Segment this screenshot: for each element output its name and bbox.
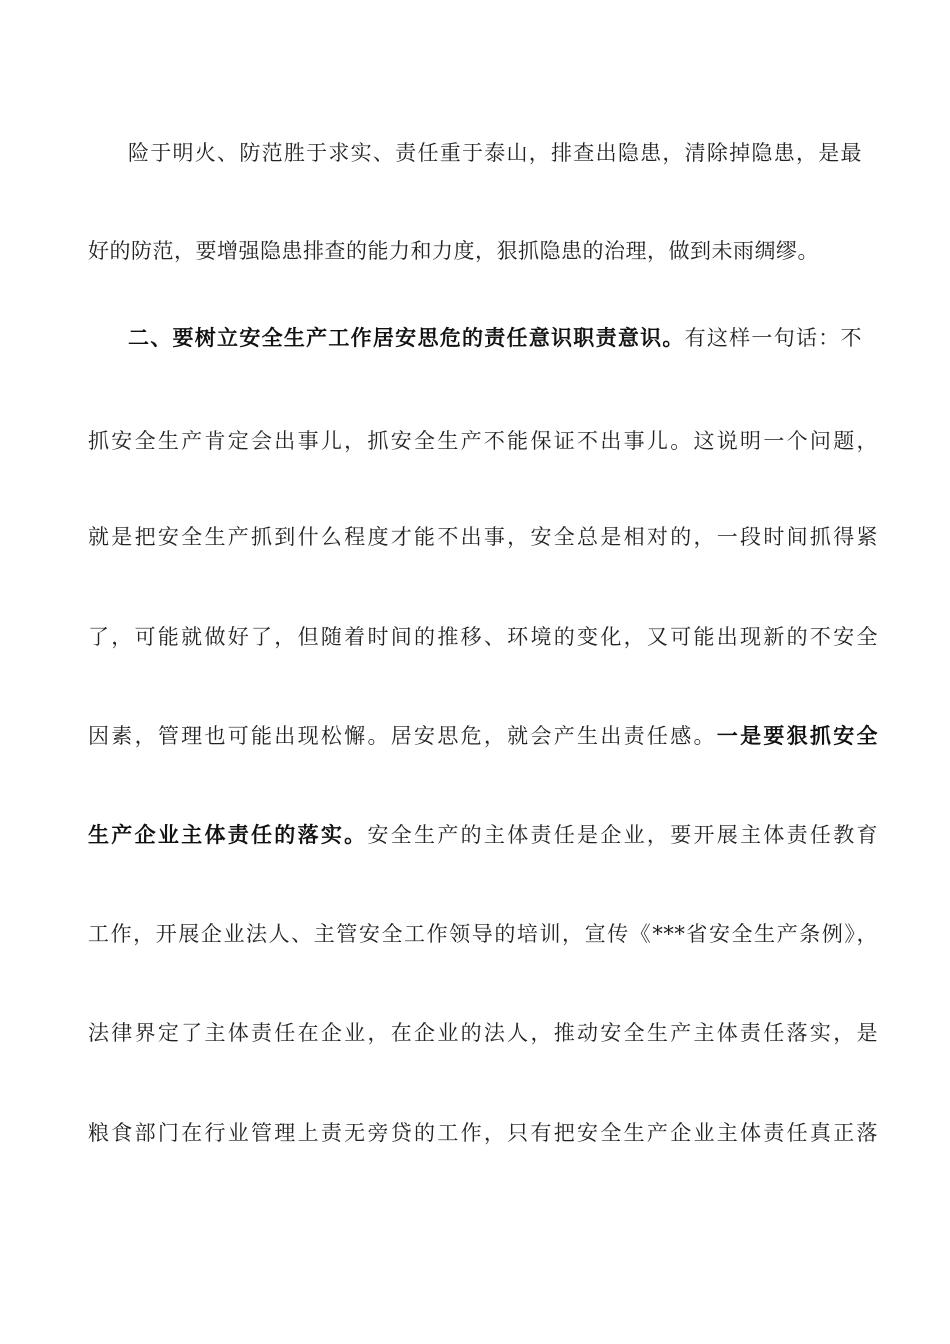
paragraph-line xyxy=(88,1013,878,1053)
text-segment: 险于明火、防范胜于求实、责任重于泰山，排查出隐患，清除掉隐患，是最 xyxy=(128,141,862,165)
paragraph-line xyxy=(128,133,862,173)
text-segment: 了，可能就做好了，但随着时间的推移、环境的变化，又可能出现新的不安全 xyxy=(88,625,878,649)
paragraph-line xyxy=(88,716,878,756)
text-segment: 法律界定了主体责任在企业，在企业的法人，推动安全生产主体责任落实，是 xyxy=(88,1021,878,1045)
text-segment: 安全生产的主体责任是企业，要开展主体责任教育 xyxy=(367,823,879,847)
paragraph-line xyxy=(88,617,878,657)
text-segment: 好的防范，要增强隐患排查的能力和力度，狠抓隐患的治理，做到未雨绸缪。 xyxy=(88,239,819,263)
text-segment: 就是把安全生产抓到什么程度才能不出事，安全总是相对的，一段时间抓得紧 xyxy=(88,525,878,549)
text-segment: 抓安全生产肯定会出事儿，抓安全生产不能保证不出事儿。这说明一个问题， xyxy=(88,429,878,453)
paragraph-line xyxy=(88,815,878,855)
paragraph-line xyxy=(88,914,878,954)
paragraph-line xyxy=(88,1113,878,1153)
text-segment: 工作，开展企业法人、主管安全工作领导的培训，宣传《***省安全生产条例》， xyxy=(88,922,878,946)
bold-emphasis: 一是要狠抓安全 xyxy=(716,723,879,748)
section-heading: 二、要树立安全生产工作居安思危的责任意识职责意识。 xyxy=(128,325,685,350)
text-segment: 有这样一句话：不 xyxy=(684,326,862,350)
paragraph-line xyxy=(88,421,878,461)
text-segment: 粮食部门在行业管理上责无旁贷的工作，只有把安全生产企业主体责任真正落 xyxy=(88,1121,878,1145)
bold-emphasis: 生产企业主体责任的落实。 xyxy=(88,822,368,847)
paragraph-line xyxy=(128,318,862,358)
text-segment: 因素，管理也可能出现松懈。居安思危，就会产生出责任感。 xyxy=(88,724,717,748)
paragraph-line xyxy=(88,517,878,557)
paragraph-line xyxy=(88,231,878,271)
